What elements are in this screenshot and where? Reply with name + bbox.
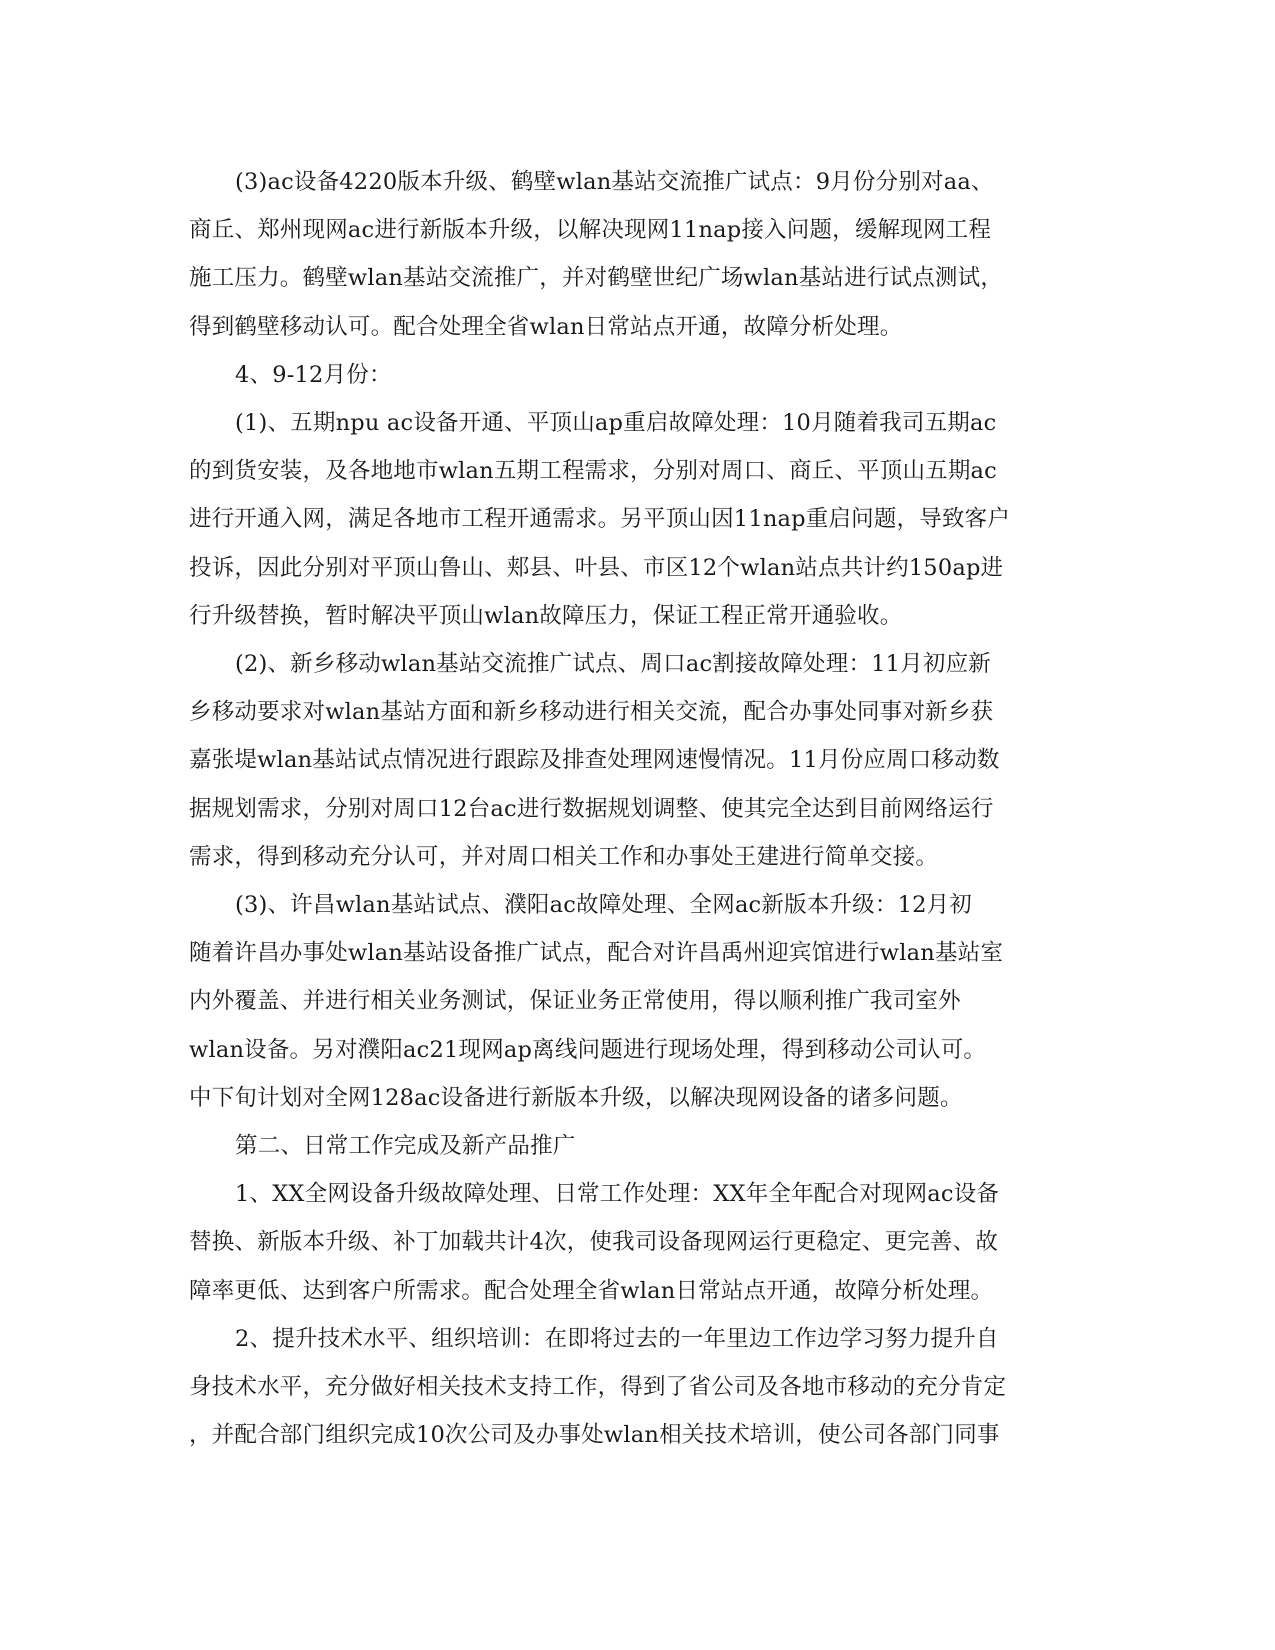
text-line: 投诉，因此分别对平顶山鲁山、郏县、叶县、市区12个wlan站点共计约150ap进 (189, 554, 1004, 581)
text-line: 2、提升技术水平、组织培训：在即将过去的一年里边工作边学习努力提升自 (235, 1325, 999, 1352)
text-line: 行升级替换，暂时解决平顶山wlan故障压力，保证工程正常开通验收。 (189, 602, 903, 629)
text-line: ，并配合部门组织完成10次公司及办事处wlan相关技术培训，使公司各部门同事 (189, 1422, 1000, 1449)
text-line: 的到货安装，及各地地市wlan五期工程需求，分别对周口、商丘、平顶山五期ac (189, 458, 997, 485)
paragraph-xuchang-puyang (189, 881, 1091, 1122)
text-line: 据规划需求，分别对周口12台ac进行数据规划调整、使其完全达到目前网络运行 (189, 795, 994, 822)
text-line: 1、XX全网设备升级故障处理、日常工作处理：XX年全年配合对现网ac设备 (235, 1181, 1000, 1208)
paragraph-npu-pingdingshan (189, 399, 1091, 640)
text-line: (1)、五期npu ac设备开通、平顶山ap重启故障处理：10月随着我司五期ac (235, 410, 997, 437)
text-line: 商丘、郑州现网ac进行新版本升级，以解决现网11nap接入问题，缓解现网工程 (189, 217, 992, 244)
text-line: 障率更低、达到客户所需求。配合处理全省wlan日常站点开通，故障分析处理。 (189, 1277, 994, 1304)
text-line: 进行开通入网，满足各地市工程开通需求。另平顶山因11nap重启问题，导致客户 (189, 506, 1011, 533)
text-line: 随着许昌办事处wlan基站设备推广试点，配合对许昌禹州迎宾馆进行wlan基站室 (189, 940, 1004, 967)
text-line: 内外覆盖、并进行相关业务测试，保证业务正常使用，得以顺利推广我司室外 (189, 988, 961, 1015)
section-heading-daily-work (189, 1122, 1091, 1170)
text-line: 身技术水平，充分做好相关技术支持工作，得到了省公司及各地市移动的充分肯定 (189, 1374, 1007, 1401)
paragraph-xinxiang-zhoukou (189, 640, 1091, 881)
paragraph-ac-upgrade-hebi (189, 158, 1091, 351)
text-line: 替换、新版本升级、补丁加载共计4次，使我司设备现网运行更稳定、更完善、故 (189, 1229, 999, 1256)
section-heading-sep-dec (189, 351, 1091, 399)
text-line: 嘉张堤wlan基站试点情况进行跟踪及排查处理网速慢情况。11月份应周口移动数 (189, 747, 1000, 774)
text-line: 需求，得到移动充分认可，并对周口相关工作和办事处王建进行简单交接。 (189, 843, 939, 870)
text-line: 中下旬计划对全网128ac设备进行新版本升级，以解决现网设备的诸多问题。 (189, 1084, 963, 1111)
text-line: 乡移动要求对wlan基站方面和新乡移动进行相关交流，配合办事处同事对新乡获 (189, 699, 994, 726)
text-line: (3)、许昌wlan基站试点、濮阳ac故障处理、全网ac新版本升级：12月初 (235, 892, 972, 919)
text-line: 4、9-12月份： (235, 361, 392, 388)
text-line: wlan设备。另对濮阳ac21现网ap离线问题进行现场处理，得到移动公司认可。 (189, 1036, 987, 1063)
paragraph-training (189, 1315, 1091, 1460)
text-line: (2)、新乡移动wlan基站交流推广试点、周口ac割接故障处理：11月初应新 (235, 651, 991, 678)
document-body (189, 158, 1091, 1459)
text-line: 第二、日常工作完成及新产品推广 (235, 1133, 576, 1160)
text-line: 得到鹤壁移动认可。配合处理全省wlan日常站点开通，故障分析处理。 (189, 313, 903, 340)
text-line: 施工压力。鹤壁wlan基站交流推广，并对鹤壁世纪广场wlan基站进行试点测试， (189, 265, 1004, 292)
text-line: (3)ac设备4220版本升级、鹤壁wlan基站交流推广试点：9月份分别对aa、 (235, 169, 994, 195)
paragraph-network-upgrade (189, 1170, 1091, 1315)
